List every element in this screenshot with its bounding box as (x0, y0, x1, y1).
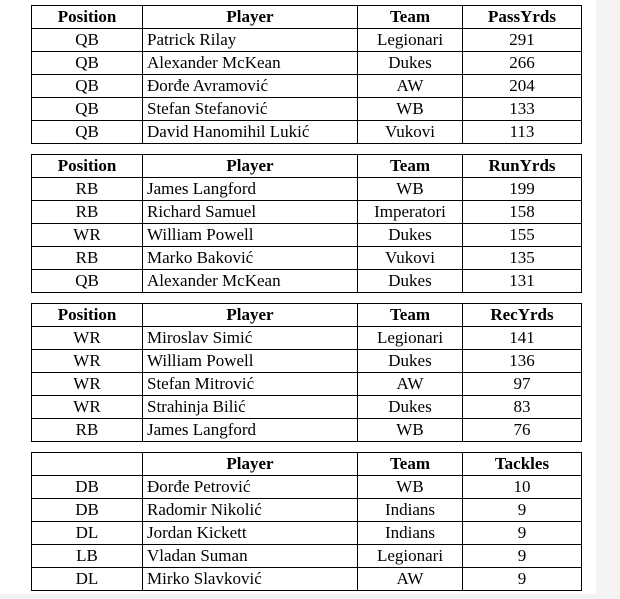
cell-player: Stefan Stefanović (143, 98, 358, 121)
cell-player: Alexander McKean (143, 270, 358, 293)
cell-stat: 10 (463, 476, 582, 499)
cell-position: RB (32, 178, 143, 201)
cell-player: Mirko Slavković (143, 568, 358, 591)
cell-player: Strahinja Bilić (143, 396, 358, 419)
cell-stat: 9 (463, 499, 582, 522)
header-team: Team (358, 453, 463, 476)
cell-player: James Langford (143, 419, 358, 442)
table-header-row (32, 304, 582, 327)
cell-stat: 136 (463, 350, 582, 373)
cell-position: QB (32, 29, 143, 52)
cell-stat: 155 (463, 224, 582, 247)
cell-position: QB (32, 52, 143, 75)
table-row (32, 224, 582, 247)
cell-team: Dukes (358, 52, 463, 75)
cell-team: Legionari (358, 545, 463, 568)
window-frame-bottom (0, 594, 620, 599)
header-stat: RunYrds (463, 155, 582, 178)
cell-position: WR (32, 396, 143, 419)
cell-team: Vukovi (358, 121, 463, 144)
cell-player: Miroslav Simić (143, 327, 358, 350)
cell-player: Jordan Kickett (143, 522, 358, 545)
header-stat: Tackles (463, 453, 582, 476)
header-team: Team (358, 155, 463, 178)
cell-stat: 158 (463, 201, 582, 224)
table-row (32, 178, 582, 201)
rushing-yards-table (31, 154, 582, 293)
cell-player: Marko Baković (143, 247, 358, 270)
cell-position: WR (32, 373, 143, 396)
table-row (32, 327, 582, 350)
header-team: Team (358, 6, 463, 29)
cell-team: Dukes (358, 350, 463, 373)
cell-position: DL (32, 522, 143, 545)
cell-team: WB (358, 419, 463, 442)
cell-position: DB (32, 476, 143, 499)
cell-stat: 113 (463, 121, 582, 144)
cell-position: QB (32, 75, 143, 98)
cell-player: Đorđe Avramović (143, 75, 358, 98)
cell-team: WB (358, 476, 463, 499)
header-position (32, 453, 143, 476)
cell-team: Legionari (358, 327, 463, 350)
table-row (32, 75, 582, 98)
tackles-table (31, 452, 582, 591)
cell-position: QB (32, 121, 143, 144)
cell-stat: 199 (463, 178, 582, 201)
cell-position: RB (32, 247, 143, 270)
cell-team: Dukes (358, 396, 463, 419)
cell-team: Imperatori (358, 201, 463, 224)
receiving-yards-table (31, 303, 582, 442)
window-frame-right (596, 0, 620, 599)
table-row (32, 419, 582, 442)
cell-position: RB (32, 419, 143, 442)
cell-team: WB (358, 98, 463, 121)
header-player: Player (143, 6, 358, 29)
table-row (32, 98, 582, 121)
cell-position: RB (32, 201, 143, 224)
cell-stat: 204 (463, 75, 582, 98)
cell-team: WB (358, 178, 463, 201)
cell-player: Stefan Mitrović (143, 373, 358, 396)
table-row (32, 201, 582, 224)
cell-stat: 133 (463, 98, 582, 121)
table-row (32, 350, 582, 373)
table-row (32, 396, 582, 419)
cell-stat: 141 (463, 327, 582, 350)
cell-player: Richard Samuel (143, 201, 358, 224)
table-row (32, 247, 582, 270)
cell-team: AW (358, 568, 463, 591)
cell-stat: 291 (463, 29, 582, 52)
cell-stat: 9 (463, 522, 582, 545)
table-header-row (32, 155, 582, 178)
cell-position: WR (32, 350, 143, 373)
table-row (32, 52, 582, 75)
cell-team: Indians (358, 499, 463, 522)
header-stat: PassYrds (463, 6, 582, 29)
cell-team: AW (358, 75, 463, 98)
cell-stat: 97 (463, 373, 582, 396)
cell-team: Dukes (358, 224, 463, 247)
cell-player: David Hanomihil Lukić (143, 121, 358, 144)
table-row (32, 121, 582, 144)
header-position: Position (32, 6, 143, 29)
table-row (32, 29, 582, 52)
header-player: Player (143, 155, 358, 178)
cell-stat: 9 (463, 545, 582, 568)
cell-team: AW (358, 373, 463, 396)
cell-team: Dukes (358, 270, 463, 293)
cell-team: Vukovi (358, 247, 463, 270)
header-position: Position (32, 155, 143, 178)
cell-stat: 9 (463, 568, 582, 591)
cell-player: Patrick Rilay (143, 29, 358, 52)
cell-team: Indians (358, 522, 463, 545)
table-row (32, 476, 582, 499)
passing-yards-table (31, 5, 582, 144)
cell-player: Radomir Nikolić (143, 499, 358, 522)
cell-player: James Langford (143, 178, 358, 201)
cell-position: DB (32, 499, 143, 522)
cell-stat: 83 (463, 396, 582, 419)
cell-position: WR (32, 224, 143, 247)
cell-position: LB (32, 545, 143, 568)
cell-player: Đorđe Petrović (143, 476, 358, 499)
header-position: Position (32, 304, 143, 327)
table-row (32, 522, 582, 545)
cell-stat: 266 (463, 52, 582, 75)
table-header-row (32, 6, 582, 29)
table-row (32, 499, 582, 522)
cell-position: QB (32, 98, 143, 121)
cell-player: Alexander McKean (143, 52, 358, 75)
header-player: Player (143, 453, 358, 476)
table-header-row (32, 453, 582, 476)
cell-stat: 76 (463, 419, 582, 442)
table-row (32, 568, 582, 591)
cell-team: Legionari (358, 29, 463, 52)
cell-position: QB (32, 270, 143, 293)
header-player: Player (143, 304, 358, 327)
cell-player: William Powell (143, 350, 358, 373)
table-row (32, 373, 582, 396)
header-team: Team (358, 304, 463, 327)
cell-stat: 131 (463, 270, 582, 293)
cell-position: DL (32, 568, 143, 591)
table-row (32, 545, 582, 568)
cell-player: William Powell (143, 224, 358, 247)
table-row (32, 270, 582, 293)
cell-position: WR (32, 327, 143, 350)
header-stat: RecYrds (463, 304, 582, 327)
cell-stat: 135 (463, 247, 582, 270)
cell-player: Vladan Suman (143, 545, 358, 568)
